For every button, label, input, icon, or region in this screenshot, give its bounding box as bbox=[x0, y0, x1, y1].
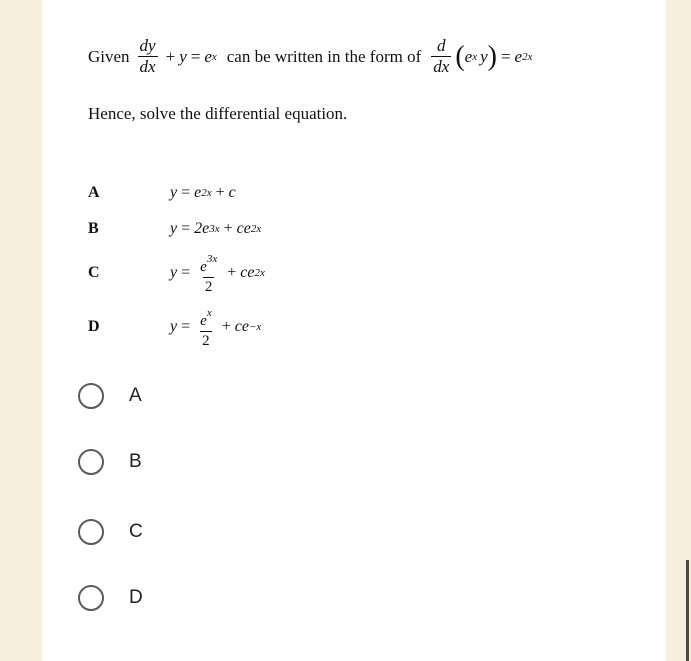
radio-button-a[interactable] bbox=[78, 383, 104, 409]
equals-sign: = bbox=[181, 264, 191, 281]
question-statement bbox=[88, 36, 532, 77]
equals-sign: = bbox=[181, 220, 191, 237]
e-base: e bbox=[194, 184, 202, 201]
right-paren: ) bbox=[487, 40, 497, 72]
hence-instruction: Hence, solve the differential equation. bbox=[88, 104, 348, 123]
plus-sign: + bbox=[223, 220, 233, 237]
dy-dx-fraction bbox=[138, 36, 158, 77]
coefficient-term: 2e bbox=[194, 220, 210, 237]
y-var: y bbox=[170, 318, 178, 335]
option-letter: C bbox=[88, 264, 100, 281]
exponent: 3x bbox=[209, 223, 220, 235]
plus-sign: + bbox=[221, 318, 231, 335]
e-base: e bbox=[200, 258, 207, 275]
fraction-denominator: 2 bbox=[204, 278, 213, 295]
d-dx-fraction bbox=[431, 36, 451, 77]
y-var: y bbox=[170, 184, 178, 201]
radio-button-c[interactable] bbox=[78, 519, 104, 545]
option-c-expression bbox=[170, 250, 265, 297]
constant-term: ce bbox=[234, 318, 249, 335]
two-x-exponent: 2x bbox=[522, 50, 533, 63]
y-var: y bbox=[170, 220, 178, 237]
plus-sign: + bbox=[227, 264, 237, 281]
dx-denominator-2: dx bbox=[433, 57, 450, 76]
fraction-denominator: 2 bbox=[202, 332, 210, 349]
e-base-2: e bbox=[464, 46, 473, 66]
y-var: y bbox=[179, 46, 187, 66]
exponent: x bbox=[206, 306, 212, 319]
option-b-row bbox=[88, 209, 261, 249]
option-d-row bbox=[88, 304, 261, 350]
dx-denominator: dx bbox=[139, 57, 156, 76]
option-b-expression bbox=[170, 220, 261, 238]
left-paren: ( bbox=[455, 40, 465, 72]
constant-term: ce bbox=[236, 220, 251, 237]
fraction-numerator bbox=[198, 304, 214, 331]
plus-sign: + bbox=[165, 46, 176, 66]
e-base-3: e bbox=[514, 46, 523, 66]
x-exponent: x bbox=[211, 50, 217, 63]
exponent: 2x bbox=[250, 223, 262, 235]
equals-sign-2: = bbox=[500, 46, 511, 66]
middle-text: can be written in the form of bbox=[226, 46, 422, 66]
choice-b[interactable] bbox=[78, 447, 142, 477]
exponent: 2x bbox=[201, 187, 212, 199]
option-a-expression bbox=[170, 184, 236, 202]
e-base: e bbox=[200, 312, 207, 329]
edge-bar bbox=[686, 560, 689, 661]
given-word: Given bbox=[88, 46, 130, 66]
y-var: y bbox=[170, 264, 178, 281]
exponent: 3x bbox=[206, 252, 218, 265]
choice-d[interactable] bbox=[78, 583, 143, 613]
equals-sign: = bbox=[181, 184, 191, 201]
exponent: 2x bbox=[254, 267, 265, 279]
choice-a[interactable] bbox=[78, 381, 142, 411]
option-letter: D bbox=[88, 318, 100, 335]
choice-b-label[interactable]: B bbox=[129, 451, 142, 472]
y-var-2: y bbox=[480, 46, 488, 66]
d-numerator: d bbox=[437, 36, 446, 55]
equals-sign: = bbox=[181, 318, 191, 335]
option-a-row bbox=[88, 173, 236, 213]
choice-c[interactable] bbox=[78, 517, 143, 547]
constant: c bbox=[228, 184, 236, 201]
radio-button-b[interactable] bbox=[78, 449, 104, 475]
choice-a-label[interactable]: A bbox=[129, 385, 142, 406]
constant-term: ce bbox=[240, 264, 255, 281]
choice-c-label[interactable]: C bbox=[129, 521, 143, 542]
option-d-fraction bbox=[198, 304, 214, 351]
option-letter: B bbox=[88, 220, 99, 237]
fraction-numerator bbox=[198, 250, 219, 277]
dy-numerator: dy bbox=[139, 36, 156, 55]
option-c-fraction bbox=[198, 250, 219, 297]
x-exponent-2: x bbox=[472, 50, 478, 63]
option-d-expression bbox=[170, 304, 261, 351]
radio-button-d[interactable] bbox=[78, 585, 104, 611]
equals-sign: = bbox=[190, 46, 201, 66]
exponent: −x bbox=[248, 321, 262, 333]
plus-sign: + bbox=[215, 184, 225, 201]
e-base: e bbox=[204, 46, 212, 66]
option-letter: A bbox=[88, 184, 100, 201]
option-c-row bbox=[88, 250, 265, 296]
choice-d-label[interactable]: D bbox=[129, 587, 143, 608]
